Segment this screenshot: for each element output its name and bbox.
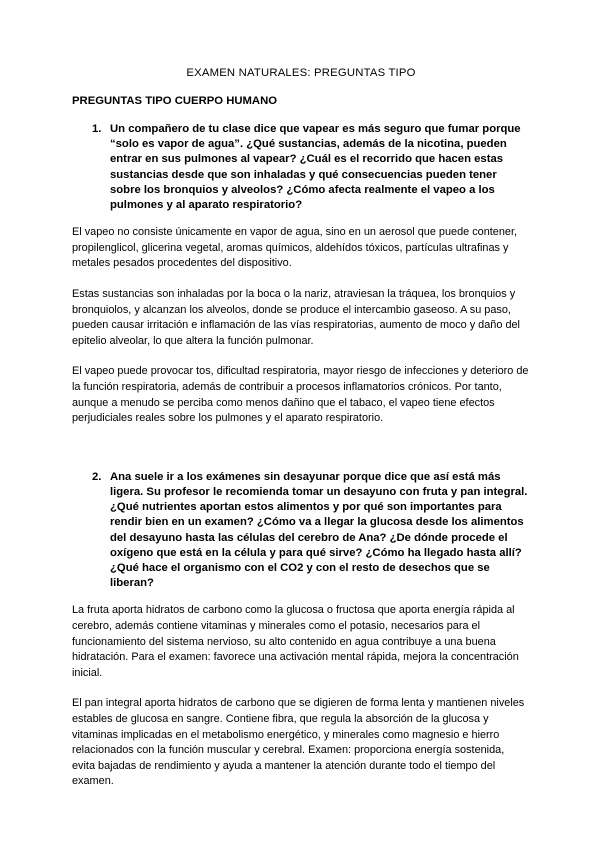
- answer-paragraph: Estas sustancias son inhaladas por la boca o la nariz, atraviesan la tráquea, los bronquios y bronquiolos, y alcanzan los alveolos, donde se produce el intercambio gaseoso. A su paso, pueden causar irritación e inflamación de las vías respiratorias, aumento de moco y daño del epitelio alveolar, lo que altera la función pulmonar.: [72, 288, 520, 347]
- question-number: 2.: [92, 470, 102, 483]
- answer-paragraph: El vapeo no consiste únicamente en vapor de agua, sino en un aerosol que puede contener, propilenglicol, glicerina vegetal, aromas químicos, aldehídos tóxicos, partículas ultrafinas y metales pesados procedentes del dispositivo.: [72, 226, 518, 270]
- question-text: Un compañero de tu clase dice que vapear es más seguro que fumar porque “solo es vapor de agua”. ¿Qué sustancias, además de la nicotina, pueden entrar en sus pulmones al vapear? ¿Cuál es el recorrido que hacen estas sustancias desde que son inhaladas y qué consecuencias pueden tener sobre los bronquios y alveolos? ¿Cómo afecta realmente el vapeo a los pulmones y al aparato respiratorio?: [110, 123, 521, 212]
- document-title: EXAMEN NATURALES: PREGUNTAS TIPO: [186, 67, 416, 79]
- question-text: Ana suele ir a los exámenes sin desayunar porque dice que así está más ligera. Su profesor le recomienda tomar un desayuno con fruta y pan integral. ¿Qué nutrientes aportan estos alimentos y por qué son importantes para rendir bien en un examen? ¿Cómo va a llegar la glucosa desde los alimentos del desayuno hasta las células del cerebro de Ana? ¿De dónde procede el oxígeno que está en la célula y para qué sirve? ¿Cómo ha llegado hasta allí? ¿Qué hace el organismo con el CO2 y con el resto de desechos que se liberan?: [110, 470, 528, 590]
- answer-paragraph: El pan integral aporta hidratos de carbono que se digieren de forma lenta y mantienen niveles estables de glucosa en sangre. Contiene fibra, que regula la absorción de la glucosa y vitaminas implicadas en el metabolismo energético, y minerales como magnesio e hierro relacionados con la función muscular y cerebral. Examen: proporciona energía sostenida, evita bajadas de rendimiento y ayuda a mantener la atención durante todo el tiempo del examen.: [72, 697, 525, 788]
- section-spacer: [72, 442, 530, 470]
- answer-paragraph: El vapeo puede provocar tos, dificultad respiratoria, mayor riesgo de infecciones y deterioro de la función respiratoria, además de contribuir a procesos inflamatorios crónicos. Por tanto, aunque a menudo se perciba como menos dañino que el tabaco, el vapeo tiene efectos perjudiciales reales sobre los pulmones y el aparato respiratorio.: [72, 365, 529, 425]
- question-1: [92, 122, 530, 213]
- question-2: [92, 470, 530, 592]
- answer-paragraph: La fruta aporta hidratos de carbono como la glucosa o fructosa que aporta energía rápida al cerebro, además contiene vitaminas y minerales como el potasio, necesarios para el funcionamiento del sistema nervioso, su alto contenido en agua contribuye a una buena hidratación. Para el examen: favorece una activación mental rápida, mejora la concentración inicial.: [72, 604, 519, 679]
- section-title: PREGUNTAS TIPO CUERPO HUMANO: [72, 95, 278, 107]
- question-number: 1.: [92, 123, 102, 135]
